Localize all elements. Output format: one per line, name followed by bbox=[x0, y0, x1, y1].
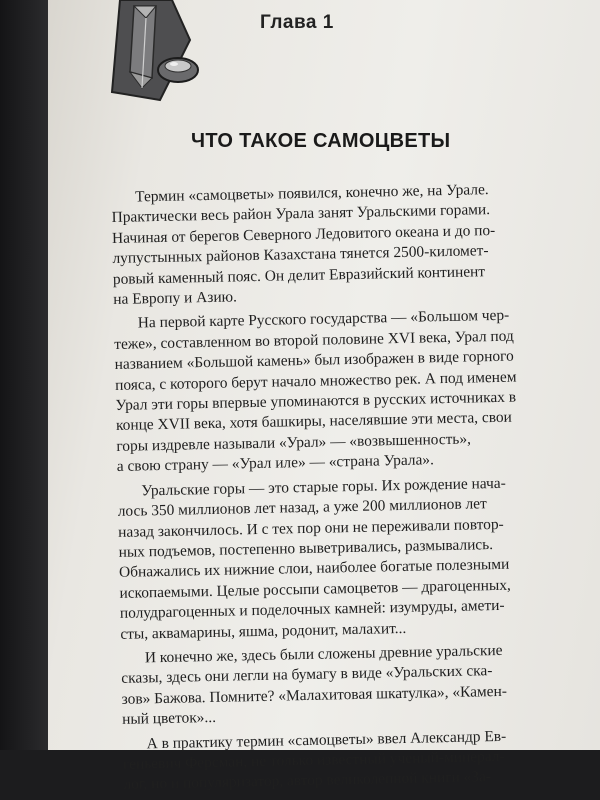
bleed-through-text bbox=[370, 0, 600, 120]
text-line: конце XVII века, хотя башкиры, населявшие эти места, свои bbox=[115, 409, 513, 435]
text-line: лог, но и популяризатор, автор великолепной книги «За- bbox=[123, 768, 492, 794]
text-line: ный цветок»... bbox=[121, 709, 217, 729]
text-line: Урал эти горы впервые упоминаются в русских источниках в bbox=[115, 388, 517, 415]
text-line: На первой карте Русского государства — «Большом чер- bbox=[137, 307, 510, 332]
paragraph-1 bbox=[111, 179, 533, 310]
chapter-number: Глава 1 bbox=[260, 12, 334, 33]
text-line: горы издревле называли «Урал» — «возвышенность», bbox=[116, 430, 472, 455]
paragraph-3 bbox=[117, 473, 540, 645]
text-line: названием «Большой камень» был изображен в виде горного bbox=[114, 347, 514, 374]
text-line: Уральские горы — это старые горы. Их рождение нача- bbox=[141, 474, 506, 500]
text-line: лупустынных районов Казахстана тянется 2500-километ- bbox=[112, 242, 489, 268]
text-line: сказы, здесь они легли на бумагу в виде «Уральских ска- bbox=[121, 662, 493, 688]
text-line: геньевич Ферсман, не только известный ученый-минерал- bbox=[122, 747, 505, 773]
text-line: И конечно же, здесь были сложены древние уральские bbox=[144, 641, 503, 667]
text-line: Обнажались их нижние слои, наиболее богатые полезными bbox=[118, 556, 510, 582]
crystal-gem-icon bbox=[100, 0, 210, 108]
text-line: теже», составленном во второй половине XVI века, Урал под bbox=[114, 327, 514, 353]
text-line: ископаемыми. Целые россыпи самоцветов — драгоценных, bbox=[119, 576, 511, 602]
text-line: зов» Бажова. Помните? «Малахитовая шкатулка», «Камен- bbox=[121, 682, 508, 708]
text-line: а свою страну — «Урал иле» — «страна Урала». bbox=[116, 451, 435, 476]
text-line: Термин «самоцветы» появился, конечно же, на Урале. bbox=[135, 181, 489, 206]
text-line: ных подъемов, постепенно выветривались, размывались. bbox=[118, 535, 494, 561]
chapter-body bbox=[111, 179, 544, 799]
text-line: лось 350 миллионов лет назад, а уже 200 миллионов лет bbox=[117, 495, 487, 521]
paragraph-5 bbox=[122, 726, 543, 796]
text-line: А в практику термин «самоцветы» ввел Александр Ев- bbox=[146, 727, 507, 752]
book-page bbox=[48, 0, 600, 794]
paragraph-4 bbox=[121, 640, 543, 730]
text-line: сты, аквамарины, яшма, родонит, малахит... bbox=[120, 619, 407, 643]
text-line: Практически весь район Урала занят Уральскими горами. bbox=[111, 201, 491, 227]
text-line: на Европу и Азию. bbox=[113, 288, 238, 309]
text-line: ровый каменный пояс. Он делит Евразийский континент bbox=[112, 262, 486, 288]
text-line: полудрагоценных и поделочных камней: изумруды, амети- bbox=[119, 596, 505, 623]
text-line: Начиная от берегов Северного Ледовитого океана и до по- bbox=[111, 221, 496, 247]
paragraph-2 bbox=[114, 306, 537, 478]
text-line: назад закончилось. И с тех пор они не переживали повтор- bbox=[118, 515, 504, 541]
chapter-title: ЧТО ТАКОЕ САМОЦВЕТЫ bbox=[191, 130, 451, 152]
text-line: пояса, с которого берут начало множество рек. А под именем bbox=[114, 368, 517, 394]
